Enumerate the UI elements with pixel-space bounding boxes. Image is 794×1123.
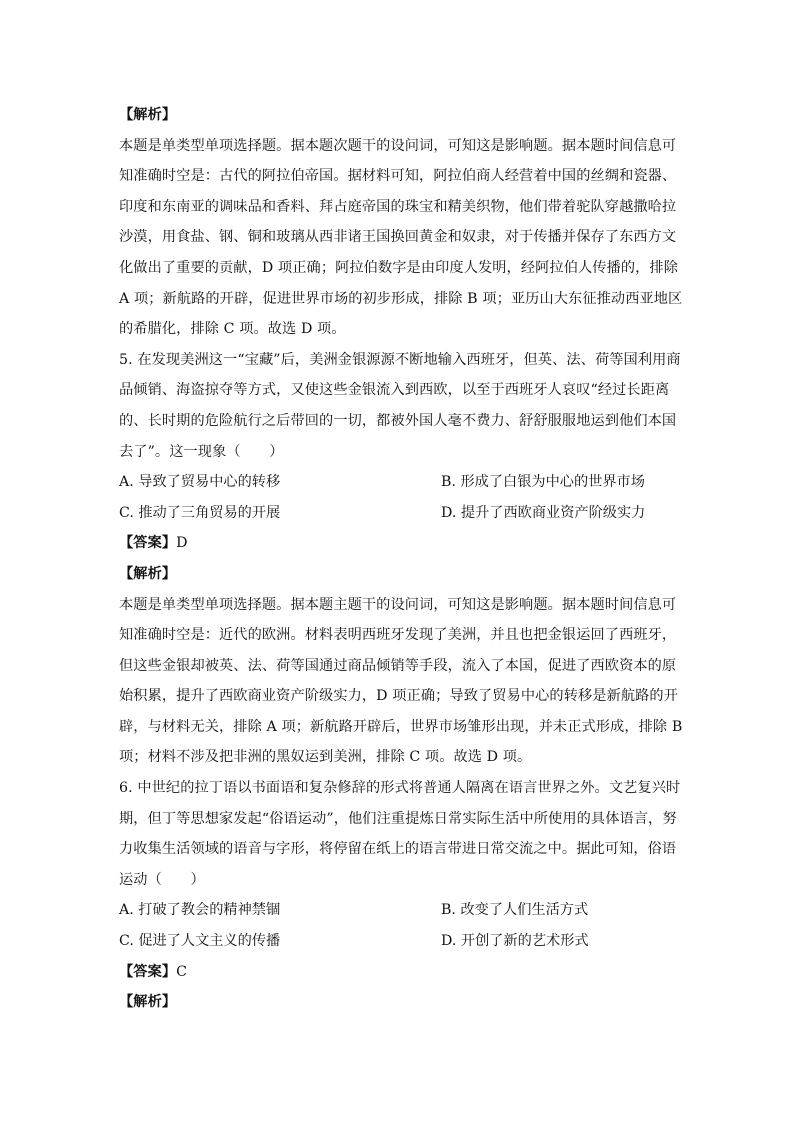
q6-options-row-2: [119, 926, 679, 957]
q4-analysis-line: 沙漠，用食盐、钢、铜和玻璃从西非诸王国换回黄金和奴隶，对于传播并保存了东西方文: [119, 229, 677, 246]
q5-analysis-line: 但这些金银却被英、法、荷等国通过商品倾销等手段，流入了本国，促进了西欧资本的原: [119, 657, 677, 674]
q5-analysis-line: 辟，与材料无关，排除 A 项；新航路开辟后，世界市场雏形出现，并未正式形成，排除 B: [119, 718, 683, 735]
q5-answer-heading: 【答案】: [119, 535, 177, 552]
q5-option-d: D. 提升了西欧商业资产阶级实力: [441, 504, 646, 521]
q5-option-b: B. 形成了白银为中心的世界市场: [441, 474, 645, 491]
q5-stem-line: 的、长时期的危险航行之后带回的一切，都被外国人毫不费力、舒舒服服地运到他们本国: [119, 412, 677, 429]
q4-analysis-body: [119, 131, 683, 345]
q6-analysis-heading: 【解析】: [119, 994, 177, 1011]
q4-analysis-line: 本题是单类型单项选择题。据本题次题干的设问词，可知这是影响题。据本题时间信息可: [119, 137, 677, 154]
q5-analysis-line: 项；材料不涉及把非洲的黑奴运到美洲，排除 C 项。故选 D 项。: [119, 749, 532, 766]
q5-analysis-line: 知准确时空是：近代的欧洲。材料表明西班牙发现了美洲，并且也把金银运回了西班牙，: [119, 627, 677, 644]
q6-stem: [119, 773, 679, 895]
q4-analysis-line: 印度和东南亚的调味品和香料、拜占庭帝国的珠宝和精美织物，他们带着驼队穿越撒哈拉: [119, 198, 677, 215]
q6-answer-heading: 【答案】: [119, 963, 177, 980]
q6-stem-line: 期，但丁等思想家发起“俗语运动”，他们注重提炼日常实际生活中所使用的具体语言，努: [119, 810, 677, 827]
q5-stem-line: 品倾销、海盗掠夺等方式，又使这些金银流入到西欧，以至于西班牙人哀叹“经过长距离: [119, 382, 670, 399]
q5-options-row-1: [119, 467, 679, 498]
q4-analysis-line: 的希腊化，排除 C 项。故选 D 项。: [119, 321, 346, 338]
q6-option-c: C. 促进了人文主义的传播: [119, 933, 281, 950]
q6-answer: [119, 957, 679, 988]
q6-option-b: B. 改变了人们生活方式: [441, 902, 589, 919]
q6-option-d: D. 开创了新的艺术形式: [441, 933, 589, 950]
q4-analysis-line: A 项；新航路的开辟，促进世界市场的初步形成，排除 B 项；亚历山大东征推动西亚地区: [119, 290, 683, 307]
q5-analysis-line: 本题是单类型单项选择题。据本题主题干的设问词，可知这是影响题。据本题时间信息可: [119, 596, 677, 613]
q5-stem-line: 5. 在发现美洲这一“宝藏”后，美洲金银源源不断地输入西班牙，但英、法、荷等国利用商: [119, 351, 681, 368]
q5-analysis-line: 始积累，提升了西欧商业资产阶级实力，D 项正确；导致了贸易中心的转移是新航路的开: [119, 688, 679, 705]
q4-analysis-line: 知准确时空是：古代的阿拉伯帝国。据材料可知，阿拉伯商人经营着中国的丝绸和瓷器、: [119, 168, 677, 185]
q6-options-row-1: [119, 895, 679, 926]
q5-option-a: A. 导致了贸易中心的转移: [119, 474, 281, 491]
page-content: [119, 100, 683, 1018]
q6-stem-line: 运动（ ）: [119, 871, 205, 888]
q4-analysis-heading: 【解析】: [119, 107, 177, 123]
q6-stem-line: 力收集生活领域的语音与字形，将停留在纸上的语言带进日常交流之中。据此可知，俗语: [119, 841, 677, 858]
q6-answer-value: C: [176, 963, 188, 980]
q4-analysis-line: 化做出了重要的贡献，D 项正确；阿拉伯数字是由印度人发明，经阿拉伯人传播的，排除: [119, 259, 679, 276]
q6-stem-line: 6. 中世纪的拉丁语以书面语和复杂修辞的形式将普通人隔离在语言世界之外。文艺复兴时: [119, 780, 681, 797]
q5-stem: [119, 345, 679, 467]
q5-answer-value: D: [176, 535, 188, 552]
q5-analysis-body: [119, 590, 683, 774]
q5-stem-line: 去了”。这一现象（ ）: [119, 443, 284, 460]
q5-answer: [119, 528, 679, 559]
q5-option-c: C. 推动了三角贸易的开展: [119, 504, 281, 521]
q6-option-a: A. 打破了教会的精神禁锢: [119, 902, 281, 919]
q5-options-row-2: [119, 498, 679, 529]
q5-analysis-heading: 【解析】: [119, 565, 177, 582]
